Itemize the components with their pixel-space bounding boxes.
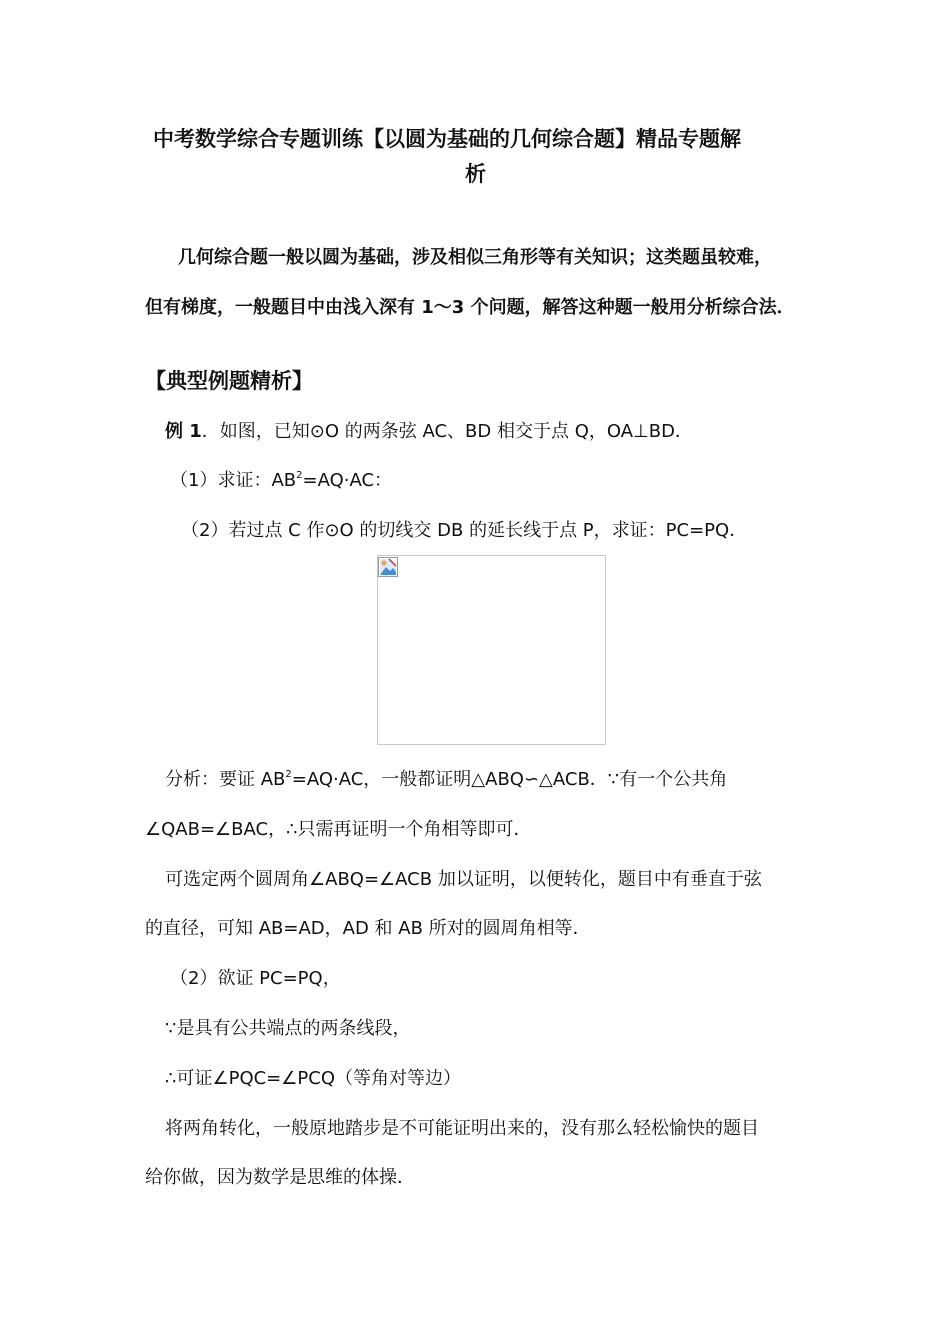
page-title-line-1: 中考数学综合专题训练【以圆为基础的几何综合题】精品专题解 bbox=[153, 127, 741, 151]
intro-line-2: 但有梯度，一般题目中由浅入深有 1～3 个问题，解答这种题一般用分析综合法． bbox=[145, 297, 795, 318]
figure-placeholder bbox=[377, 555, 606, 745]
analysis-paragraph-2-line-1: 可选定两个圆周角∠ABQ=∠ACB 加以证明，以便转化，题目中有垂直于弦 bbox=[165, 869, 762, 890]
example-1-label: 例 1 bbox=[165, 421, 202, 442]
analysis-paragraph-1-line-1 bbox=[165, 768, 727, 792]
analysis-paragraph-6-line-2: 给你做，因为数学是思维的体操． bbox=[145, 1167, 415, 1188]
analysis-text-b: =AQ·AC，一般都证明△ABQ∽△ACB．∵有一个公共角 bbox=[291, 769, 728, 790]
analysis-paragraph-2-line-2: 的直径，可知 AB=AD，AD 和 AB 所对的圆周角相等． bbox=[145, 918, 591, 939]
analysis-paragraph-1-line-2: ∠QAB=∠BAC，∴只需再证明一个角相等即可． bbox=[145, 819, 532, 840]
example-1-part-1 bbox=[170, 469, 392, 493]
analysis-part-2: （2）欲证 PC=PQ， bbox=[170, 968, 341, 989]
section-heading: 【典型例题精析】 bbox=[145, 369, 313, 393]
part-1-text-b: =AQ·AC： bbox=[302, 470, 393, 491]
page-title-line-2: 析 bbox=[465, 162, 486, 186]
analysis-paragraph-6-line-1: 将两角转化，一般原地踏步是不可能证明出来的，没有那么轻松愉快的题目 bbox=[165, 1118, 759, 1139]
example-1-statement bbox=[165, 420, 693, 444]
part-1-text-a: （1）求证：AB bbox=[170, 470, 297, 491]
analysis-because: ∵是具有公共端点的两条线段， bbox=[165, 1018, 411, 1039]
broken-image-icon bbox=[378, 557, 398, 577]
part-1-superscript: 2 bbox=[296, 470, 303, 481]
example-1-text: ．如图，已知⊙O 的两条弦 AC、BD 相交于点 Q，OA⊥BD． bbox=[201, 421, 693, 442]
analysis-superscript: 2 bbox=[285, 769, 292, 780]
example-1-part-2: （2）若过点 C 作⊙O 的切线交 DB 的延长线于点 P，求证：PC=PQ． bbox=[181, 520, 748, 541]
analysis-therefore: ∴可证∠PQC=∠PCQ（等角对等边） bbox=[165, 1068, 461, 1089]
intro-line-1: 几何综合题一般以圆为基础，涉及相似三角形等有关知识；这类题虽较难， bbox=[178, 247, 772, 268]
analysis-text-a: 分析：要证 AB bbox=[165, 769, 286, 790]
